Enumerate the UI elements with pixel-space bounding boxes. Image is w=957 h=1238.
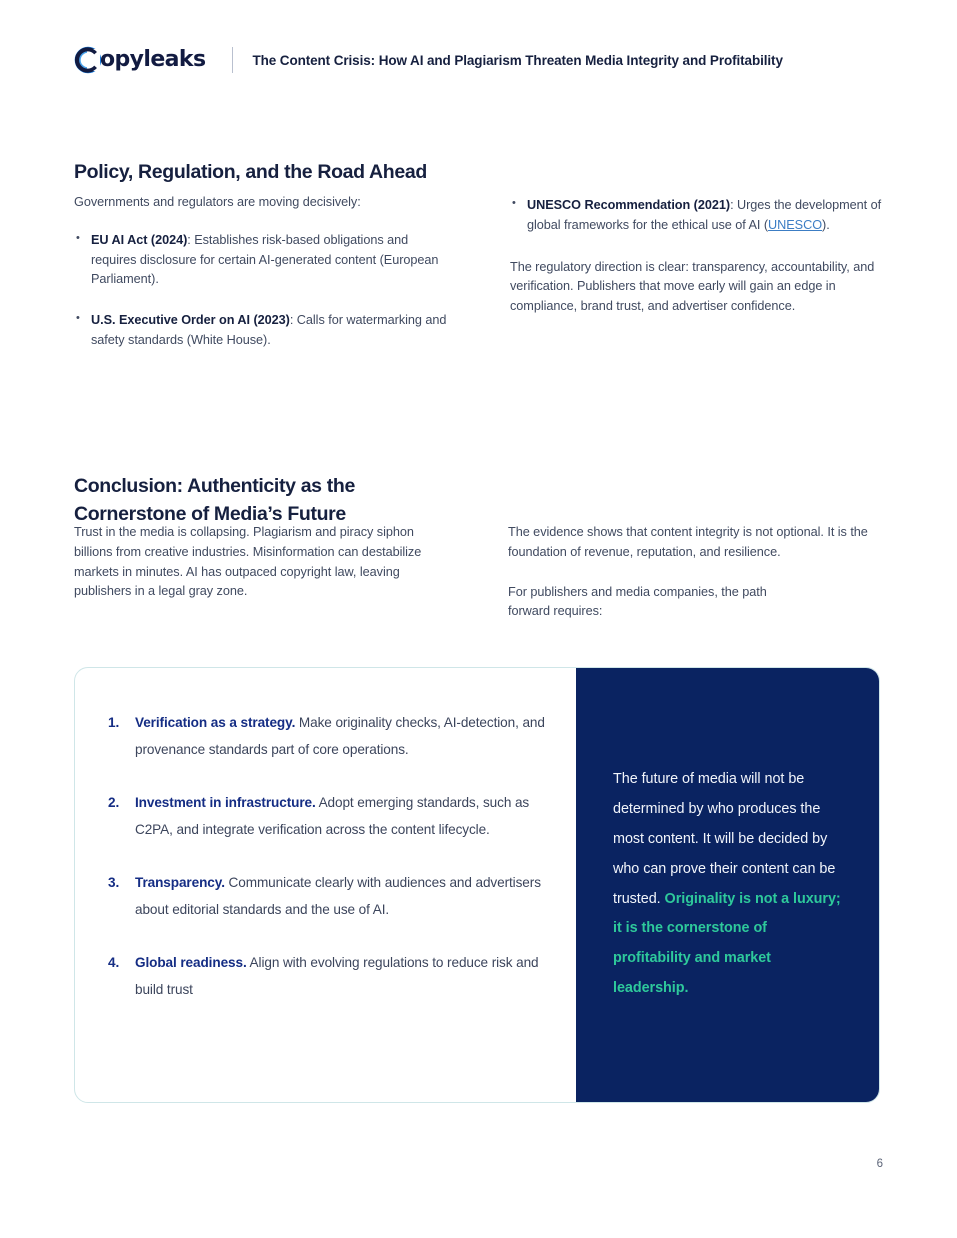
bullet-body-unesco-after-link: ). xyxy=(822,217,830,232)
bullet-lead-us-executive-order: U.S. Executive Order on AI (2023) xyxy=(91,313,290,328)
unesco-link[interactable]: UNESCO xyxy=(768,217,823,232)
list-item xyxy=(74,231,456,290)
policy-left-bullet-list xyxy=(74,231,456,351)
list-item xyxy=(108,870,546,923)
policy-right-paragraph: The regulatory direction is clear: transparency, accountability, and verification. Publishers that move early will gain an edge in compliance, brand trust, and advertiser confidence. xyxy=(510,259,875,314)
policy-left-column xyxy=(74,193,456,351)
conclusion-left-column xyxy=(74,523,452,602)
recommendations-callout-card xyxy=(74,667,880,1103)
list-item xyxy=(510,196,882,236)
page-header xyxy=(73,40,783,80)
recommendations-ordered-list xyxy=(108,710,546,1003)
bullet-lead-eu-ai-act: EU AI Act (2024) xyxy=(91,232,188,247)
header-divider xyxy=(232,47,233,73)
step-body-global-readiness: Align with evolving regulations to reduce risk and build trust xyxy=(135,955,539,997)
conclusion-left-paragraph: Trust in the media is collapsing. Plagiarism and piracy siphon billions from creative industries. Misinformation can destabilize markets in minutes. AI has outpaced copyright law, leaving publishers in a legal gray zone. xyxy=(74,525,422,599)
conclusion-right-paragraph-1: The evidence shows that content integrity is not optional. It is the foundation of revenue, reputation, and resilience. xyxy=(508,525,868,559)
conclusion-right-paragraph-2: For publishers and media companies, the path forward requires: xyxy=(508,584,767,619)
copyleaks-wordmark: opyleaks xyxy=(100,47,206,72)
step-lead-verification: Verification as a strategy. xyxy=(135,715,296,730)
policy-right-column xyxy=(510,196,882,317)
policy-section-heading: Policy, Regulation, and the Road Ahead xyxy=(74,161,427,184)
page-number: 6 xyxy=(876,1158,883,1170)
policy-right-bullet-list xyxy=(510,196,882,236)
policy-intro-text: Governments and regulators are moving decisively: xyxy=(74,195,361,209)
copyleaks-c-mark-icon xyxy=(73,45,103,75)
bullet-body-eu-ai-act: : Establishes risk-based obligations and requires disclosure for certain AI-generated content (European Parliament). xyxy=(91,232,439,287)
header-document-title: The Content Crisis: How AI and Plagiarism Threaten Media Integrity and Profitability xyxy=(252,52,783,68)
step-body-verification: Make originality checks, AI-detection, and provenance standards part of core operations. xyxy=(135,715,545,757)
list-item xyxy=(108,790,546,843)
bullet-body-unesco-before-link: : Urges the development of global frameworks for the ethical use of AI ( xyxy=(527,198,882,232)
list-item xyxy=(74,311,456,351)
recommendations-list-panel xyxy=(75,668,576,1102)
step-lead-global-readiness: Global readiness. xyxy=(135,955,247,970)
pull-quote-text xyxy=(613,765,846,1004)
conclusion-section-heading: Conclusion: Authenticity as the Cornerstone of Media’s Future xyxy=(74,475,355,525)
copyleaks-logo xyxy=(73,45,207,75)
pull-quote-highlight: Originality is not a luxury; it is the cornerstone of profitability and market leadership. xyxy=(613,890,841,997)
bullet-lead-unesco: UNESCO Recommendation (2021) xyxy=(527,198,731,212)
step-body-investment: Adopt emerging standards, such as C2PA, and integrate verification across the content lifecycle. xyxy=(135,795,530,837)
bullet-body-us-executive-order: : Calls for watermarking and safety standards (White House). xyxy=(91,313,447,348)
list-item xyxy=(108,710,546,763)
list-item xyxy=(108,950,546,1003)
pull-quote-plain: The future of media will not be determined by who produces the most content. It will be decided by who can prove their content can be trusted. xyxy=(613,771,836,907)
step-lead-transparency: Transparency. xyxy=(135,875,225,890)
pull-quote-panel xyxy=(576,667,880,1103)
step-lead-investment: Investment in infrastructure. xyxy=(135,795,316,810)
step-body-transparency: Communicate clearly with audiences and advertisers about editorial standards and the use of AI. xyxy=(135,875,541,917)
conclusion-right-column xyxy=(508,523,876,622)
